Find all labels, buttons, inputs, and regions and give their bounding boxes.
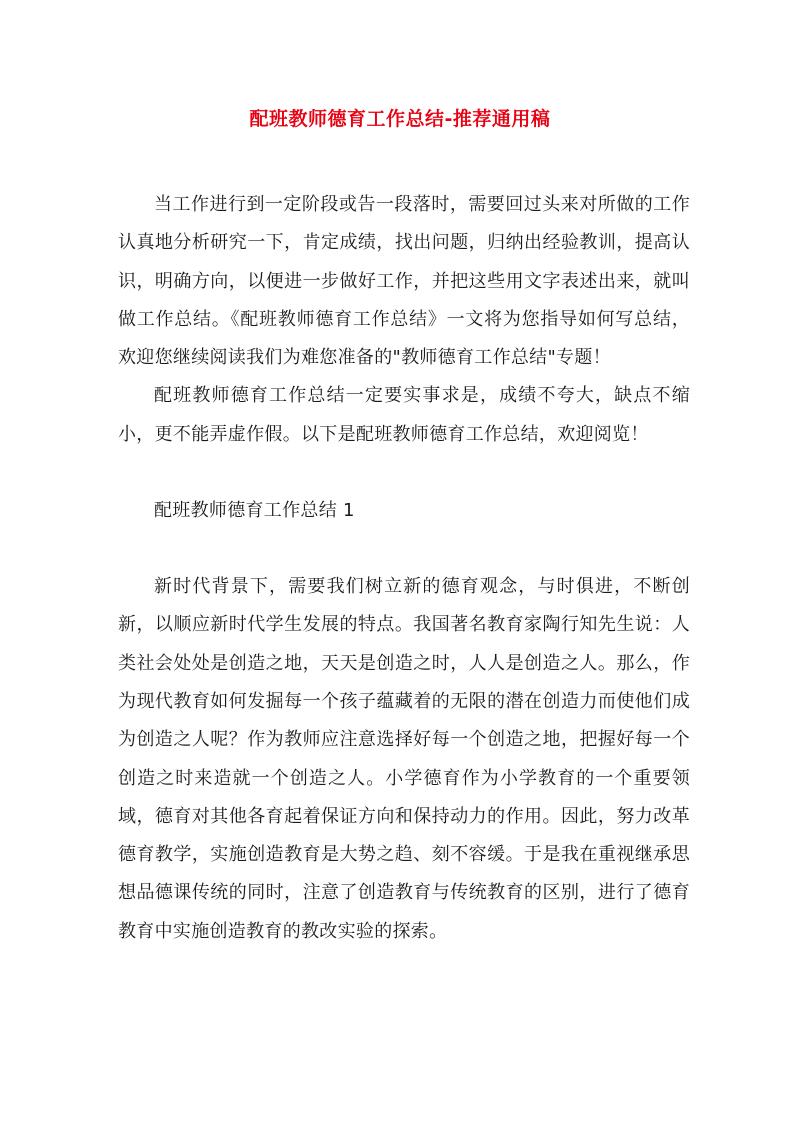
intro-paragraph-2: 配班教师德育工作总结一定要实事求是，成绩不夸大，缺点不缩小，更不能弄虚作假。以下是配班教师德育工作总结，欢迎阅览！ (118, 385, 690, 445)
paragraph-spacer (118, 454, 690, 492)
intro-paragraph: 当工作进行到一定阶段或告一段落时，需要回过头来对所做的工作认真地分析研究一下，肯定成绩，找出问题，归纳出经验教训，提高认识，明确方向，以便进一步做好工作，并把这些用文字表述出来，就叫做工作总结。《配班教师德育工作总结》一文将为您指导如何写总结，欢迎您继续阅读我们为难您准备的"教师德育工作总结"专题！ (118, 194, 690, 369)
heading-spacer (118, 530, 690, 568)
section-paragraph: 新时代背景下，需要我们树立新的德育观念，与时俱进，不断创新，以顺应新时代学生发展的特点。我国著名教育家陶行知先生说：人类社会处处是创造之地，天天是创造之时，人人是创造之人。那么，作为现代教育如何发掘每一个孩子蕴藏着的无限的潜在创造力而使他们成为创造之人呢？作为教师应注意选择好每一个创造之地，把握好每一个创造之时来造就一个创造之人。小学德育作为小学教育的一个重要领域，德育对其他各育起着保证方向和保持动力的作用。因此，努力改革德育教学，实施创造教育是大势之趋、刻不容缓。于是我在重视继承思想品德课传统的同时，注意了创造教育与传统教育的区别，进行了德育教育中实施创造教育的教改实验的探索。 (118, 576, 690, 942)
section-heading: 配班教师德育工作总结 1 (154, 500, 355, 522)
document-body (118, 186, 690, 951)
document-title: 配班教师德育工作总结-推荐通用稿 (249, 108, 551, 130)
